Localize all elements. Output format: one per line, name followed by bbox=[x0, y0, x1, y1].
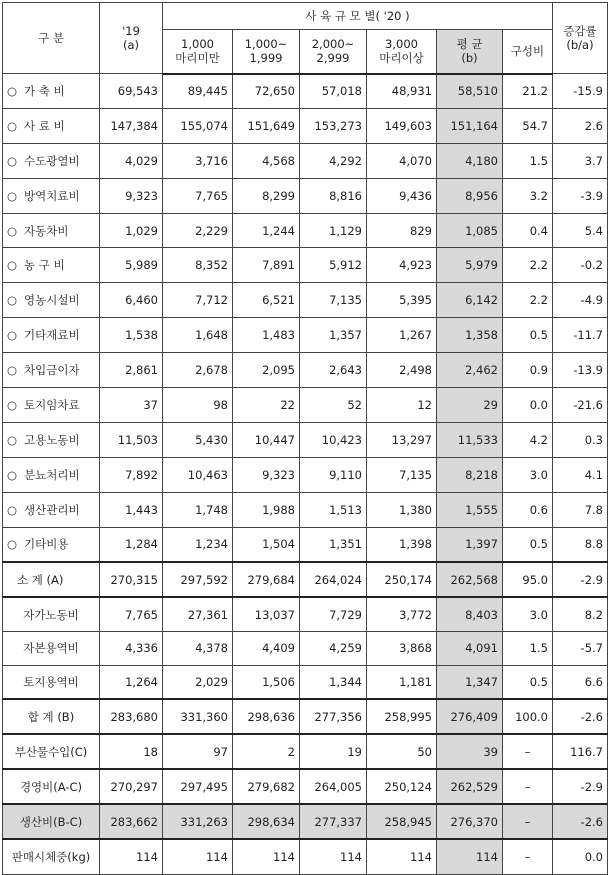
value-cell: 57,018 bbox=[300, 74, 367, 109]
value-cell: 2,678 bbox=[163, 353, 233, 388]
value-cell: 2,861 bbox=[100, 353, 163, 388]
bullet-icon: ○ bbox=[7, 153, 18, 168]
value-cell: 7,135 bbox=[367, 457, 437, 492]
table-row bbox=[3, 213, 608, 248]
value-cell: 114 bbox=[300, 839, 367, 874]
bullet-icon: ○ bbox=[7, 363, 18, 378]
value-cell: 276,409 bbox=[437, 699, 503, 734]
row-label bbox=[3, 769, 100, 804]
value-cell: 277,337 bbox=[300, 804, 367, 839]
bullet-icon: ○ bbox=[7, 83, 18, 98]
table-row bbox=[3, 804, 608, 839]
table-row bbox=[3, 492, 608, 527]
value-cell: 8,403 bbox=[437, 597, 503, 631]
row-label bbox=[3, 213, 100, 248]
value-cell: -2.6 bbox=[553, 804, 608, 839]
value-cell: 276,370 bbox=[437, 804, 503, 839]
cost-table bbox=[2, 2, 608, 875]
value-cell: 1,264 bbox=[100, 665, 163, 699]
row-label-text: 자가노동비 bbox=[23, 607, 79, 622]
value-cell: -4.9 bbox=[553, 283, 608, 318]
value-cell: 1,244 bbox=[233, 213, 300, 248]
value-cell: 4,336 bbox=[100, 631, 163, 665]
value-cell: 3.2 bbox=[503, 178, 553, 213]
value-cell: 1,234 bbox=[163, 527, 233, 562]
value-cell: 4,029 bbox=[100, 143, 163, 178]
table-row bbox=[3, 353, 608, 388]
row-label bbox=[3, 248, 100, 283]
value-cell: – bbox=[503, 839, 553, 874]
value-cell: 1,538 bbox=[100, 318, 163, 353]
value-cell: 7,891 bbox=[233, 248, 300, 283]
value-cell: 1,344 bbox=[300, 665, 367, 699]
row-label bbox=[3, 108, 100, 143]
value-cell: -3.9 bbox=[553, 178, 608, 213]
value-cell: 114 bbox=[100, 839, 163, 874]
bullet-icon: ○ bbox=[7, 118, 18, 133]
table-row bbox=[3, 562, 608, 598]
value-cell: 3,716 bbox=[163, 143, 233, 178]
value-cell: 4.2 bbox=[503, 422, 553, 457]
value-cell: -0.2 bbox=[553, 248, 608, 283]
value-cell: 7,765 bbox=[163, 178, 233, 213]
row-label bbox=[3, 562, 100, 598]
value-cell: 0.3 bbox=[553, 422, 608, 457]
value-cell: 7,729 bbox=[300, 597, 367, 631]
value-cell: -15.9 bbox=[553, 74, 608, 109]
bullet-icon: ○ bbox=[7, 328, 18, 343]
value-cell: 116.7 bbox=[553, 734, 608, 769]
value-cell: 2,229 bbox=[163, 213, 233, 248]
value-cell: -5.7 bbox=[553, 631, 608, 665]
value-cell: 8,299 bbox=[233, 178, 300, 213]
value-cell: 4,070 bbox=[367, 143, 437, 178]
value-cell: 1,988 bbox=[233, 492, 300, 527]
value-cell: 0.5 bbox=[503, 527, 553, 562]
col-2000-2999-header: 2,000~ 2,999 bbox=[300, 30, 367, 74]
value-cell: 8,816 bbox=[300, 178, 367, 213]
value-cell: 11,503 bbox=[100, 422, 163, 457]
value-cell: 283,662 bbox=[100, 804, 163, 839]
table-row bbox=[3, 769, 608, 804]
value-cell: 258,945 bbox=[367, 804, 437, 839]
value-cell: -2.9 bbox=[553, 769, 608, 804]
scale-group-header: 사 육 규 모 별( '20 ) bbox=[163, 3, 553, 30]
value-cell: 7,765 bbox=[100, 597, 163, 631]
value-cell: 52 bbox=[300, 388, 367, 423]
value-cell: 7.8 bbox=[553, 492, 608, 527]
table-row bbox=[3, 74, 608, 109]
row-label-text: 농 구 비 bbox=[24, 258, 65, 273]
row-label bbox=[3, 699, 100, 734]
category-header: 구 분 bbox=[3, 3, 100, 74]
table-row bbox=[3, 734, 608, 769]
value-cell: 6,521 bbox=[233, 283, 300, 318]
value-cell: 279,684 bbox=[233, 562, 300, 598]
row-label-text: 생산관리비 bbox=[24, 502, 80, 517]
value-cell: 2,095 bbox=[233, 353, 300, 388]
value-cell: 1,504 bbox=[233, 527, 300, 562]
value-cell: 1,443 bbox=[100, 492, 163, 527]
value-cell: 155,074 bbox=[163, 108, 233, 143]
value-cell: 8.2 bbox=[553, 597, 608, 631]
row-label bbox=[3, 318, 100, 353]
value-cell: 270,297 bbox=[100, 769, 163, 804]
value-cell: 72,650 bbox=[233, 74, 300, 109]
value-cell: 1,284 bbox=[100, 527, 163, 562]
value-cell: 1,506 bbox=[233, 665, 300, 699]
value-cell: 2,498 bbox=[367, 353, 437, 388]
table-row bbox=[3, 631, 608, 665]
value-cell: 4,292 bbox=[300, 143, 367, 178]
row-label-text: 고용노동비 bbox=[24, 432, 80, 447]
value-cell: 1,380 bbox=[367, 492, 437, 527]
bullet-icon: ○ bbox=[7, 397, 18, 412]
value-cell: 0.0 bbox=[503, 388, 553, 423]
value-cell: 8,352 bbox=[163, 248, 233, 283]
value-cell: 9,436 bbox=[367, 178, 437, 213]
value-cell: -2.9 bbox=[553, 562, 608, 598]
value-cell: 1,085 bbox=[437, 213, 503, 248]
value-cell: – bbox=[503, 804, 553, 839]
row-label-text: 기타비용 bbox=[24, 537, 69, 552]
table-row bbox=[3, 597, 608, 631]
value-cell: 149,603 bbox=[367, 108, 437, 143]
row-label bbox=[3, 527, 100, 562]
row-label bbox=[3, 804, 100, 839]
row-label-text: 차입금이자 bbox=[24, 363, 80, 378]
row-label-text: 영농시설비 bbox=[24, 293, 80, 308]
value-cell: 1,029 bbox=[100, 213, 163, 248]
value-cell: 1,398 bbox=[367, 527, 437, 562]
table-row bbox=[3, 248, 608, 283]
value-cell: 2,462 bbox=[437, 353, 503, 388]
value-cell: 3,868 bbox=[367, 631, 437, 665]
value-cell: 2,643 bbox=[300, 353, 367, 388]
table-row bbox=[3, 388, 608, 423]
row-label-text: 토지임차료 bbox=[24, 397, 80, 412]
value-cell: 3.0 bbox=[503, 457, 553, 492]
row-label bbox=[3, 422, 100, 457]
value-cell: 8,956 bbox=[437, 178, 503, 213]
value-cell: 331,360 bbox=[163, 699, 233, 734]
value-cell: 1.5 bbox=[503, 143, 553, 178]
row-label-text: 생산비(B-C) bbox=[19, 814, 83, 829]
value-cell: 114 bbox=[233, 839, 300, 874]
row-label bbox=[3, 74, 100, 109]
value-cell: 8.8 bbox=[553, 527, 608, 562]
value-cell: 1,648 bbox=[163, 318, 233, 353]
value-cell: 5,430 bbox=[163, 422, 233, 457]
value-cell: 1,351 bbox=[300, 527, 367, 562]
value-cell: 0.5 bbox=[503, 318, 553, 353]
row-label-text: 기타재료비 bbox=[24, 328, 80, 343]
value-cell: 2.2 bbox=[503, 283, 553, 318]
value-cell: -2.6 bbox=[553, 699, 608, 734]
value-cell: 1,129 bbox=[300, 213, 367, 248]
row-label-text: 경영비(A-C) bbox=[19, 779, 83, 794]
row-label-text: 합 계 (B) bbox=[27, 709, 75, 724]
value-cell: 5,912 bbox=[300, 248, 367, 283]
value-cell: 4,259 bbox=[300, 631, 367, 665]
table-row bbox=[3, 699, 608, 734]
value-cell: 2.6 bbox=[553, 108, 608, 143]
table-row bbox=[3, 422, 608, 457]
value-cell: 114 bbox=[163, 839, 233, 874]
change-rate-header: 증감률 (b/a) bbox=[553, 3, 608, 74]
value-cell: 100.0 bbox=[503, 699, 553, 734]
row-label bbox=[3, 597, 100, 631]
table-row bbox=[3, 665, 608, 699]
value-cell: 8,218 bbox=[437, 457, 503, 492]
value-cell: 2.2 bbox=[503, 248, 553, 283]
value-cell: 283,680 bbox=[100, 699, 163, 734]
value-cell: 114 bbox=[367, 839, 437, 874]
value-cell: 6,142 bbox=[437, 283, 503, 318]
bullet-icon: ○ bbox=[7, 188, 18, 203]
value-cell: 1.5 bbox=[503, 631, 553, 665]
value-cell: 4,091 bbox=[437, 631, 503, 665]
table-row bbox=[3, 839, 608, 874]
table-row bbox=[3, 527, 608, 562]
value-cell: 1,181 bbox=[367, 665, 437, 699]
value-cell: 22 bbox=[233, 388, 300, 423]
row-label-text: 가 축 비 bbox=[24, 83, 65, 98]
value-cell: 3.0 bbox=[503, 597, 553, 631]
value-cell: 7,135 bbox=[300, 283, 367, 318]
value-cell: 4,180 bbox=[437, 143, 503, 178]
value-cell: – bbox=[503, 734, 553, 769]
value-cell: 0.5 bbox=[503, 665, 553, 699]
row-label bbox=[3, 143, 100, 178]
value-cell: 298,634 bbox=[233, 804, 300, 839]
value-cell: 29 bbox=[437, 388, 503, 423]
value-cell: 5,989 bbox=[100, 248, 163, 283]
value-cell: 829 bbox=[367, 213, 437, 248]
value-cell: 1,748 bbox=[163, 492, 233, 527]
value-cell: 6.6 bbox=[553, 665, 608, 699]
table-row bbox=[3, 108, 608, 143]
value-cell: 7,892 bbox=[100, 457, 163, 492]
value-cell: 279,682 bbox=[233, 769, 300, 804]
value-cell: 331,263 bbox=[163, 804, 233, 839]
value-cell: 250,174 bbox=[367, 562, 437, 598]
row-label-text: 방역치료비 bbox=[24, 188, 80, 203]
bullet-icon: ○ bbox=[7, 537, 18, 552]
value-cell: 58,510 bbox=[437, 74, 503, 109]
value-cell: -13.9 bbox=[553, 353, 608, 388]
row-label-text: 판매시체중(kg) bbox=[11, 850, 91, 865]
row-label bbox=[3, 457, 100, 492]
bullet-icon: ○ bbox=[7, 432, 18, 447]
value-cell: 147,384 bbox=[100, 108, 163, 143]
value-cell: 4.1 bbox=[553, 457, 608, 492]
col-under-1000-header: 1,000 마리미만 bbox=[163, 30, 233, 74]
value-cell: 13,297 bbox=[367, 422, 437, 457]
table-row bbox=[3, 178, 608, 213]
value-cell: 9,323 bbox=[233, 457, 300, 492]
value-cell: 27,361 bbox=[163, 597, 233, 631]
value-cell: 1,397 bbox=[437, 527, 503, 562]
value-cell: 114 bbox=[437, 839, 503, 874]
value-cell: 4,923 bbox=[367, 248, 437, 283]
value-cell: 151,649 bbox=[233, 108, 300, 143]
value-cell: 48,931 bbox=[367, 74, 437, 109]
value-cell: – bbox=[503, 769, 553, 804]
value-cell: 7,712 bbox=[163, 283, 233, 318]
row-label bbox=[3, 665, 100, 699]
col-average-header: 평 균 (b) bbox=[437, 30, 503, 74]
value-cell: 1,347 bbox=[437, 665, 503, 699]
value-cell: 5,395 bbox=[367, 283, 437, 318]
row-label-text: 토지용역비 bbox=[23, 675, 79, 690]
table-row bbox=[3, 318, 608, 353]
value-cell: 13,037 bbox=[233, 597, 300, 631]
table-row bbox=[3, 457, 608, 492]
value-cell: 277,356 bbox=[300, 699, 367, 734]
value-cell: 5.4 bbox=[553, 213, 608, 248]
value-cell: 0.6 bbox=[503, 492, 553, 527]
row-label-text: 소 계 (A) bbox=[17, 572, 64, 587]
row-label bbox=[3, 631, 100, 665]
value-cell: 297,495 bbox=[163, 769, 233, 804]
value-cell: 3,772 bbox=[367, 597, 437, 631]
row-label-text: 부산물수입(C) bbox=[14, 744, 88, 759]
value-cell: 0.9 bbox=[503, 353, 553, 388]
value-cell: 19 bbox=[300, 734, 367, 769]
bullet-icon: ○ bbox=[7, 502, 18, 517]
value-cell: 54.7 bbox=[503, 108, 553, 143]
year-2019-header: '19 (a) bbox=[100, 3, 163, 74]
row-label bbox=[3, 353, 100, 388]
value-cell: 98 bbox=[163, 388, 233, 423]
value-cell: 2,029 bbox=[163, 665, 233, 699]
value-cell: 297,592 bbox=[163, 562, 233, 598]
row-label bbox=[3, 178, 100, 213]
value-cell: 0.0 bbox=[553, 839, 608, 874]
value-cell: 0.4 bbox=[503, 213, 553, 248]
value-cell: 10,423 bbox=[300, 422, 367, 457]
value-cell: 262,568 bbox=[437, 562, 503, 598]
value-cell: 1,267 bbox=[367, 318, 437, 353]
table-row bbox=[3, 283, 608, 318]
value-cell: 151,164 bbox=[437, 108, 503, 143]
value-cell: -11.7 bbox=[553, 318, 608, 353]
row-label bbox=[3, 283, 100, 318]
value-cell: 10,447 bbox=[233, 422, 300, 457]
bullet-icon: ○ bbox=[7, 258, 18, 273]
value-cell: 3.7 bbox=[553, 143, 608, 178]
value-cell: 153,273 bbox=[300, 108, 367, 143]
row-label-text: 분뇨처리비 bbox=[24, 467, 80, 482]
value-cell: 21.2 bbox=[503, 74, 553, 109]
value-cell: 18 bbox=[100, 734, 163, 769]
row-label-text: 자본용역비 bbox=[23, 641, 79, 656]
value-cell: -21.6 bbox=[553, 388, 608, 423]
value-cell: 262,529 bbox=[437, 769, 503, 804]
value-cell: 1,555 bbox=[437, 492, 503, 527]
value-cell: 1,357 bbox=[300, 318, 367, 353]
value-cell: 97 bbox=[163, 734, 233, 769]
value-cell: 258,995 bbox=[367, 699, 437, 734]
row-label bbox=[3, 734, 100, 769]
row-label-text: 자동차비 bbox=[24, 223, 69, 238]
value-cell: 50 bbox=[367, 734, 437, 769]
value-cell: 298,636 bbox=[233, 699, 300, 734]
value-cell: 5,979 bbox=[437, 248, 503, 283]
value-cell: 89,445 bbox=[163, 74, 233, 109]
value-cell: 4,378 bbox=[163, 631, 233, 665]
value-cell: 2 bbox=[233, 734, 300, 769]
value-cell: 1,358 bbox=[437, 318, 503, 353]
value-cell: 9,323 bbox=[100, 178, 163, 213]
row-label-text: 수도광열비 bbox=[24, 153, 80, 168]
bullet-icon: ○ bbox=[7, 223, 18, 238]
value-cell: 4,568 bbox=[233, 143, 300, 178]
value-cell: 12 bbox=[367, 388, 437, 423]
col-over-3000-header: 3,000 마리이상 bbox=[367, 30, 437, 74]
value-cell: 1,483 bbox=[233, 318, 300, 353]
value-cell: 264,024 bbox=[300, 562, 367, 598]
value-cell: 39 bbox=[437, 734, 503, 769]
value-cell: 95.0 bbox=[503, 562, 553, 598]
value-cell: 37 bbox=[100, 388, 163, 423]
row-label bbox=[3, 839, 100, 874]
value-cell: 9,110 bbox=[300, 457, 367, 492]
col-share-header: 구성비 bbox=[503, 30, 553, 74]
value-cell: 1,513 bbox=[300, 492, 367, 527]
row-label bbox=[3, 492, 100, 527]
value-cell: 250,124 bbox=[367, 769, 437, 804]
value-cell: 270,315 bbox=[100, 562, 163, 598]
bullet-icon: ○ bbox=[7, 467, 18, 482]
row-label-text: 사 료 비 bbox=[24, 118, 65, 133]
value-cell: 10,463 bbox=[163, 457, 233, 492]
value-cell: 11,533 bbox=[437, 422, 503, 457]
col-1000-1999-header: 1,000~ 1,999 bbox=[233, 30, 300, 74]
bullet-icon: ○ bbox=[7, 293, 18, 308]
row-label bbox=[3, 388, 100, 423]
value-cell: 264,005 bbox=[300, 769, 367, 804]
table-row bbox=[3, 143, 608, 178]
value-cell: 4,409 bbox=[233, 631, 300, 665]
value-cell: 6,460 bbox=[100, 283, 163, 318]
value-cell: 69,543 bbox=[100, 74, 163, 109]
